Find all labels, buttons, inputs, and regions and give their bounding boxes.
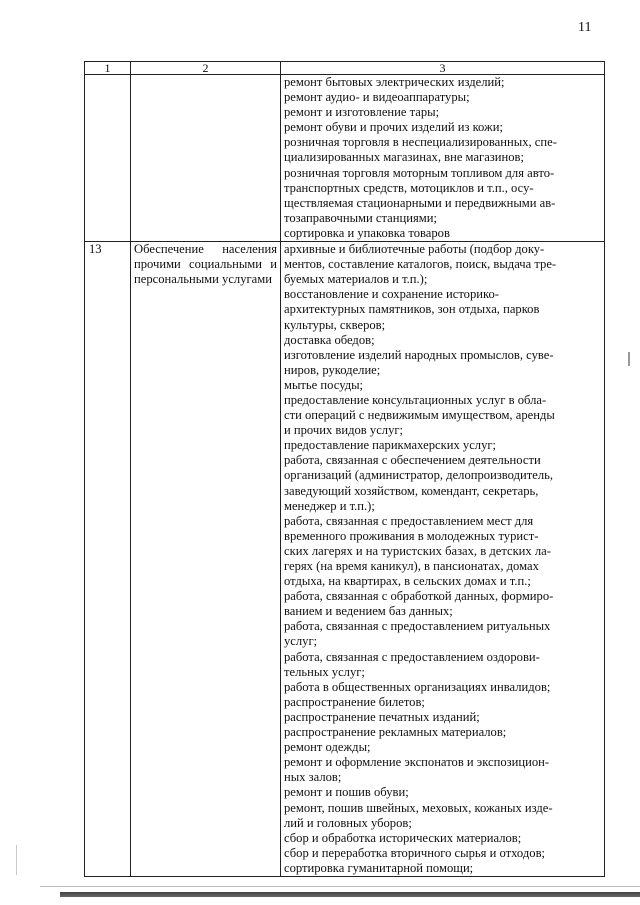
- activity-line: сбор и обработка исторических материалов;: [284, 830, 522, 845]
- activity-line: ремонт и оформление экспонатов и экспозицион-: [284, 755, 550, 770]
- activity-line: работа, связанная с предоставлением ритуальных: [284, 619, 551, 634]
- activity-line: сортировка и упаковка товаров: [284, 225, 450, 240]
- activity-line: заведующий хозяйством, комендант, секретарь,: [284, 483, 539, 498]
- category-cell: Обеспечение населения прочими социальными и персональными услугами: [131, 242, 281, 877]
- column-header-2: 2: [131, 62, 281, 75]
- activity-line: ремонт и пошив обуви;: [284, 785, 409, 800]
- activity-line: восстановление и сохранение историко-: [284, 287, 499, 302]
- activities-cell: [281, 242, 605, 877]
- activity-line: работа, связанная с обработкой данных, формиро-: [284, 589, 554, 604]
- column-header-3: 3: [281, 62, 605, 75]
- activity-line: предоставление консультационных услуг в обла-: [284, 392, 547, 407]
- activity-line: ментов, составление каталогов, поиск, выдача тре-: [284, 257, 557, 272]
- row-number-cell: [85, 75, 131, 242]
- activity-line: менеджер и т.п.);: [284, 498, 375, 513]
- activity-line: ниров, рукоделие;: [284, 362, 381, 377]
- activity-line: ремонт бытовых электрических изделий;: [284, 75, 505, 89]
- activity-line: архитектурных памятников, зон отдыха, парков: [284, 302, 540, 317]
- column-header-1: 1: [85, 62, 131, 75]
- activity-line: изготовление изделий народных промыслов, суве-: [284, 347, 554, 362]
- scan-bottom-band: [60, 892, 640, 897]
- activity-line: ремонт аудио- и видеоаппаратуры;: [284, 90, 470, 105]
- activity-line: работа, связанная с обеспечением деятельности: [284, 453, 541, 468]
- activity-line: работа, связанная с предоставлением оздорови-: [284, 649, 540, 664]
- activity-line: транспортных средств, мотоциклов и т.п., осу-: [284, 180, 534, 195]
- activity-line: мытье посуды;: [284, 377, 364, 392]
- activity-line: временного проживания в молодежных турист-: [284, 528, 539, 543]
- category-cell: [131, 75, 281, 242]
- activity-line: ванием и ведением баз данных;: [284, 604, 453, 619]
- activity-line: ремонт и изготовление тары;: [284, 105, 440, 120]
- activity-line: ществляемая стационарными и передвижными ав-: [284, 195, 556, 210]
- activity-line: распространение билетов;: [284, 694, 425, 709]
- row-number-cell: 13: [85, 242, 131, 877]
- activity-line: работа, связанная с предоставлением мест для: [284, 513, 534, 528]
- activity-line: отдыха, на квартирах, в сельских домах и т.п.;: [284, 574, 531, 589]
- activity-line: работа в общественных организациях инвалидов;: [284, 679, 551, 694]
- activity-line: организаций (администратор, делопроизводитель,: [284, 468, 554, 483]
- services-table: [84, 61, 605, 877]
- table-row: [85, 75, 605, 242]
- activities-cell: [281, 75, 605, 242]
- activity-line: сортировка гуманитарной помощи;: [284, 860, 474, 875]
- activity-line: услуг;: [284, 634, 318, 649]
- activity-line: культуры, скверов;: [284, 317, 386, 332]
- table-header-row: [85, 62, 605, 75]
- activity-line: предоставление парикмахерских услуг;: [284, 438, 497, 453]
- activity-line: розничная торговля моторным топливом для авто-: [284, 165, 555, 180]
- activity-line: ремонт, пошив швейных, меховых, кожаных изде-: [284, 800, 553, 815]
- activity-line: архивные и библиотечные работы (подбор доку-: [284, 242, 545, 257]
- activity-line: тельных услуг;: [284, 664, 365, 679]
- activity-line: тозаправочными станциями;: [284, 210, 437, 225]
- activity-line: лий и головных уборов;: [284, 815, 412, 830]
- activity-line: ремонт одежды;: [284, 740, 371, 755]
- activity-line: ских лагерях и на туристских базах, в детских ла-: [284, 543, 551, 558]
- scan-speck: [16, 845, 17, 875]
- activity-line: распространение рекламных материалов;: [284, 725, 507, 740]
- activity-line: циализированных магазинах, вне магазинов;: [284, 150, 524, 165]
- activity-line: распространение печатных изданий;: [284, 709, 480, 724]
- scan-speck: [628, 352, 630, 366]
- activity-line: и прочих видов услуг;: [284, 423, 404, 438]
- activity-line: ных залов;: [284, 770, 342, 785]
- activity-line: сбор и переработка вторичного сырья и отходов;: [284, 845, 546, 860]
- activity-line: ремонт обуви и прочих изделий из кожи;: [284, 120, 503, 135]
- activity-line: доставка обедов;: [284, 332, 375, 347]
- activity-line: герях (на время каникул), в пансионатах, домах: [284, 559, 539, 573]
- activity-line: розничная торговля в неспециализированных, спе-: [284, 135, 557, 150]
- page-number: 11: [578, 20, 592, 35]
- scan-edge-line: [40, 886, 640, 887]
- table-row: [85, 242, 605, 877]
- activity-line: сти операций с недвижимым имуществом, аренды: [284, 408, 555, 423]
- activity-line: буемых материалов и т.п.);: [284, 272, 428, 287]
